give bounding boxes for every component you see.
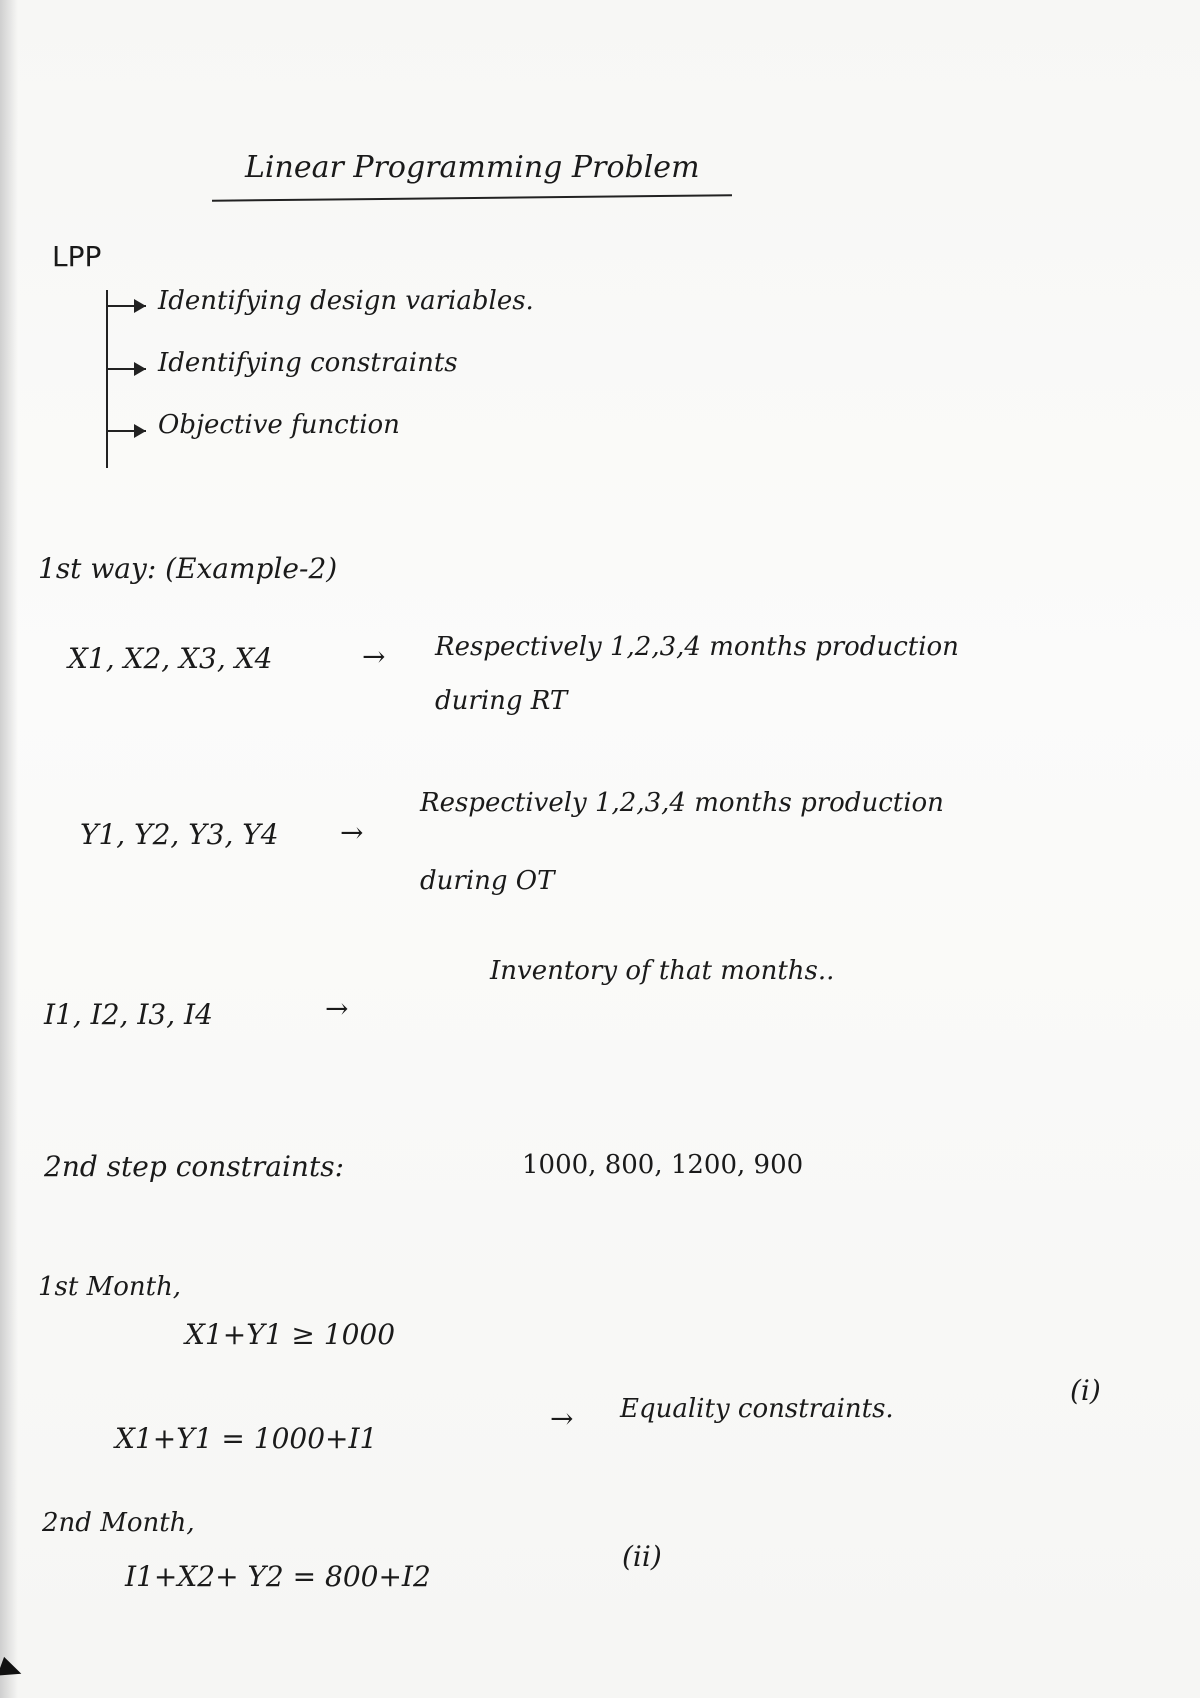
month-1-label: 1st Month, [38, 1272, 182, 1302]
month-1-equation: X1+Y1 = 1000+I1 [115, 1422, 378, 1455]
arrow-icon: → [362, 640, 386, 673]
x-description-cont: during RT [435, 686, 568, 716]
lpp-step-2: Identifying constraints [158, 348, 458, 378]
x-description: Respectively 1,2,3,4 months production [435, 632, 959, 662]
arrow-icon: → [340, 816, 364, 849]
way-heading: 1st way: (Example-2) [38, 552, 338, 585]
y-description: Respectively 1,2,3,4 months production [420, 788, 944, 818]
equation-tag-2: (ii) [622, 1540, 662, 1573]
month-2-equation: I1+X2+ Y2 = 800+I2 [125, 1560, 431, 1593]
i-description: Inventory of that months.. [490, 956, 835, 986]
arrow-icon [134, 424, 146, 438]
arrow-icon: → [550, 1402, 574, 1435]
month-1-inequality: X1+Y1 ≥ 1000 [185, 1318, 396, 1351]
x-variables: X1, X2, X3, X4 [68, 642, 273, 675]
tree-connector [106, 290, 108, 468]
month-2-label: 2nd Month, [42, 1508, 195, 1538]
y-description-cont: during OT [420, 866, 555, 896]
lpp-heading: LPP [52, 240, 102, 273]
i-variables: I1, I2, I3, I4 [44, 998, 213, 1031]
constraints-heading: 2nd step constraints: [44, 1150, 345, 1183]
equation-tag-1: (i) [1070, 1374, 1101, 1407]
equality-note: Equality constraints. [620, 1394, 894, 1424]
y-variables: Y1, Y2, Y3, Y4 [80, 818, 279, 851]
lpp-step-3: Objective function [158, 410, 400, 440]
arrow-icon: → [325, 992, 349, 1025]
arrow-icon [134, 362, 146, 376]
page-title: Linear Programming Problem [245, 150, 700, 185]
monthly-demands: 1000, 800, 1200, 900 [522, 1150, 804, 1180]
arrow-icon [134, 299, 146, 313]
title-underline [212, 194, 732, 201]
page-shadow [0, 0, 18, 1698]
lpp-step-1: Identifying design variables. [158, 286, 534, 316]
